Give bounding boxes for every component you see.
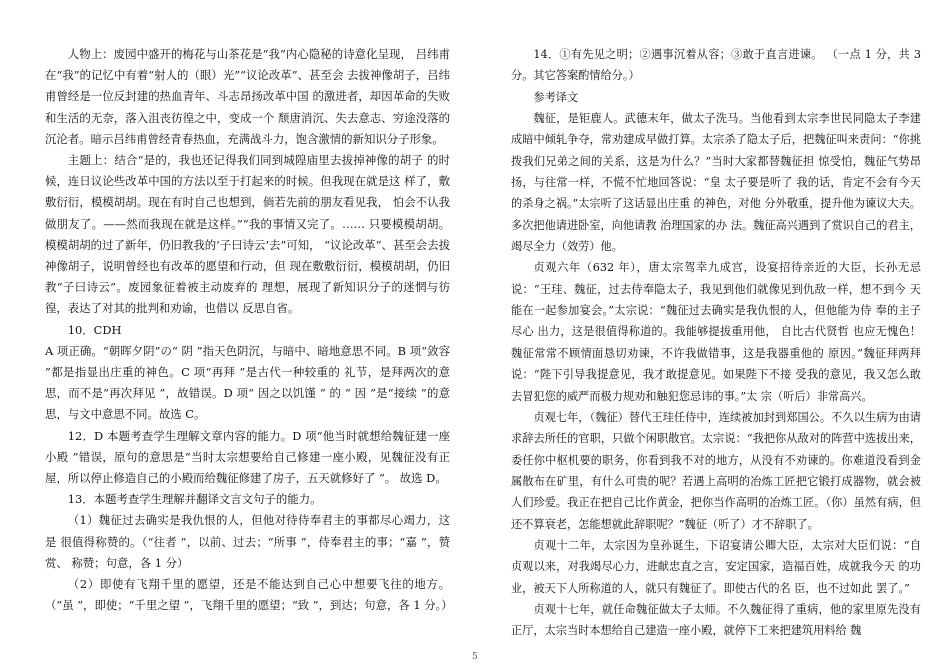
left-column [45, 44, 453, 616]
answer-q12: 12．D 本题考查学生理解文章内容的能力。D 项“他当时就想给魏征建一座小殿 ”错误，原句的意思是“当时太宗想要给自己修建一座小殿，见魏征没有正屋，所以停止修造自己的小殿而给魏征修建了房子，五天就修好了 ”。 故选 D。 [45, 428, 450, 486]
analysis-characters: 人物上：废园中盛开的梅花与山茶花是“我”内心隐秘的诗意化呈现， 吕纬甫在“我”的记忆中有着“射人的（眼）光”“议论改革”、甚至会 去拔神像胡子，吕纬甫曾经是一位反封建的热血青年、斗志昂扬改革中国 的激进者，却因革命的失败和生活的无奈，落入沮丧彷徨之中，变成一个 颓唐消沉、失去意志、穷途没落的沉沦者。暗示吕纬甫曾经青春热血，充满战斗力，饱含激情的新知识分子形象。 [45, 47, 450, 146]
reference-translation-title: 参考译文 [533, 90, 579, 104]
translation-paragraph-1: 魏征，是钜鹿人。武德末年，做太子洗马。当他看到太宗李世民同隐太子李建成暗中倾轧争夺，常劝建成早做打算。太宗杀了隐太子后，把魏征叫来责问：“你挑拨我们兄弟之间的关系，这是为什么？”当时大家都替魏征担 惊受怕，魏征气势昂扬，与往常一样，不慌不忙地回答说：“皇 太子要是听了 我的话，肯定不会有今天的杀身之祸。”太宗听了这话显出庄重 的神色，对他 分外敬重，提升他为谏议大夫。多次把他请进卧室，向他请教 治理国家的办 法。魏征高兴遇到了赏识自己的君主，竭尽全力（效劳）他。 [511, 112, 921, 254]
translation-paragraph-2: 贞观六年（632 年），唐太宗驾幸九成宫，设宴招待亲近的大臣，长孙无忌说：“王珪、魏征，过去侍奉隐太子，我见到他们就像见到仇敌一样，想不到今 天能在一起参加宴会。”太宗说：“魏征过去确实是我仇恨的人，但他能为侍 奉的主子尽心 出力，这是很值得称道的。我能够提拔重用他， 自比古代贤哲 也应无愧色！魏征常常不顾情面恳切劝谏，不许我做错事，这是我器重他的 原因。”魏征拜两拜说：“陛下引导我提意见，我才敢提意见。如果陛下不接 受我的意见，我又怎么敢去冒犯您的威严而极力规劝和触犯您忌讳的事。”太 宗（听后）非常高兴。 [511, 261, 921, 403]
answer-q14: 14．①有先见之明；②遇事沉着从容；③敢于直言进谏。 （一点 1 分，共 3 分。其它答案酌情给分。） [511, 48, 921, 83]
answer-q10-explanation: A 项正确。“朝晖夕阴”の“ 阴 ”指天色阴沉，与暗中、暗地意思不同。B 项“敛容 ”都是指显出庄重的神色。C 项“再拜 ”是古代一种较重的 礼节，是拜两次的意思，而不是“再次拜见 ”，故错误。D 项“ 因之以饥馑 ” 的 “ 因 ”是“接续 ”的意思，与文中意思不同。故选 C。 [45, 343, 450, 422]
right-column [511, 44, 921, 642]
translation-paragraph-5: 贞观十七年，就任命魏征做太子太师。不久魏征得了重病，他的家里原先没有正厅，太宗当时本想给自己建造一座小殿，就停下工来把建筑用料给 魏 [511, 602, 921, 638]
translation-paragraph-3: 贞观七年，（魏征）替代王珪任侍中，连续被加封到郑国公。不久以生病为由请求辞去所任的官职，只做个闲职散官。太宗说：“我把你从敌对的阵营中选拔出来，委任你中枢机要的职务，你看到我不对的地方，从没有不劝谏的。你难道没看到金属散布在矿里，有什么可贵的呢？若遇上高明的冶炼工匠把它锻打成器物，就会被人们珍爱。我正在把自己比作黄金，把你当作高明的冶炼工匠。（你）虽然有病，但还不算衰老，怎能想就此辞职呢？”魏征（听了）才不辞职了。 [511, 410, 921, 531]
page-number: 5 [472, 652, 478, 662]
translation-paragraph-4: 贞观十二年，太宗因为皇孙诞生，下诏宴请公卿大臣，太宗对大臣们说：“自 贞观以来，对我竭尽心力，进献忠直之言，安定国家，造福百姓，成就我今天 的功业，被天下人所称道的人，就只有魏征了。即使古代的名 臣，也不过如此 罢了。” [511, 538, 921, 595]
answer-q13-part1: （1）魏征过去确实是我仇恨的人，但他对待侍奉君主的事都尽心竭力，这是 很值得称赞的。（“往者 ”，以前、过去；“所事 ”，侍奉君主的事；“嘉 ”，赞赏、 称赞；句意，各 1 分） [45, 513, 450, 570]
answer-q13: 13．本题考查学生理解并翻译文言文句子的能力。 [67, 492, 322, 507]
answer-q10: 10．CDH [67, 322, 122, 337]
analysis-theme: 主题上：结合“是的，我也还记得我们同到城隍庙里去拔掉神像的胡子 的时候，连日议论些改革中国的方法以至于打起来的时候。但我现在就是这 样了，敷敷衍衍，模模胡胡。现在有时自己也想到，倘若先前的朋友看见我， 怕会不认我做朋友了。——然而我现在就是这样。”“我的事情又完了。…… 只要模模胡胡。模模胡胡的过了新年，仍旧教我的‘子曰诗云’去”可知， “议论改革”、甚至会去拔神像胡子，说明曾经也有改革的愿望和行动，但 现在敷敷衍衍，模模胡胡，仍旧教“子曰诗云”。废园象征着被主动废弃的 理想，展现了新知识分子的迷惘与彷徨，表达了对其的批判和劝谕，也借以 反思自省。 [45, 153, 450, 316]
answer-q13-part2: （2）即使有飞翔千里的愿望，还是不能达到自己心中想要飞往的地方。（“虽 ”，即使；“千里之望 ”，飞翔千里的愿望；“致 ”，到达；句意，各 1 分。） [45, 577, 453, 613]
